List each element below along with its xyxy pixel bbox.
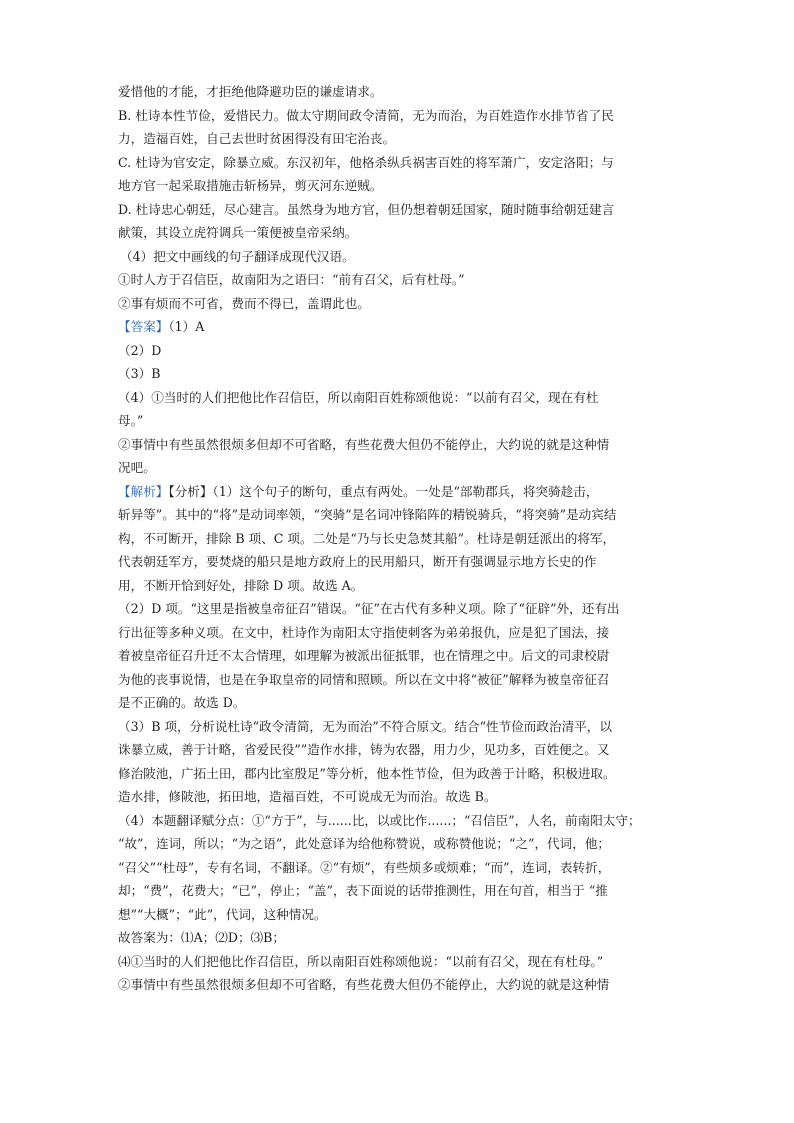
question-4-sentence-2: ②事有烦而不可省，费而不得已，盖谓此也。 — [118, 295, 370, 311]
analysis-3-line: 造水排，修陂池，拓田地，造福百姓，不可说成无为而治。故选 B。 — [118, 789, 497, 804]
analysis-4-line: “故”，连词，所以；“为之语”，此处意译为给他称赞说，或称赞他说；“之”，代词，他； — [118, 836, 611, 851]
analysis-line: 代表朝廷军方，要焚烧的船只是地方政府上的民用船只，断开有强调显示地方长史的作 — [118, 554, 597, 569]
analysis-2-line: （2）D 项。“这里是指被皇帝征召”错误。“征”在古代有多种义项。除了“征辟”外，还有出 — [118, 601, 620, 616]
answer-4-line: 况吧。 — [118, 460, 156, 475]
summary-line: ②事情中有些虽然很烦多但却不可省略，有些花费大但仍不能停止，大约说的就是这种情 — [118, 977, 610, 992]
question-4: （4）把文中画线的句子翻译成现代汉语。 — [120, 248, 355, 264]
option-d-line: 献策，其设立虎符调兵一策便被皇帝采纳。 — [118, 225, 358, 240]
answer-4-line: ②事情中有些虽然很烦多但却不可省略，有些花费大但仍不能停止，大约说的就是这种情 — [118, 436, 610, 452]
analysis-line — [118, 480, 678, 504]
analysis-4-line: 想”“大概”；“此”，代词，这种情况。 — [118, 906, 327, 922]
text-line: 爱惜他的才能，才拒绝他降避功臣的谦虚请求。 — [118, 84, 383, 99]
analysis-4-line: 却；“费”，花费大；“已”，停止；“盖”，表下面说的话带推测性，用在句首，相当于 “推 — [118, 883, 608, 898]
option-c-line: C. 杜诗为官安定，除暴立威。东汉初年，他格杀纵兵祸害百姓的将军萧广，安定洛阳；与 — [118, 154, 614, 170]
analysis-line: 用，不断开恰到好处，排除 D 项。故选 A。 — [118, 577, 364, 593]
answer-2: （2）D — [118, 342, 162, 358]
analysis-line: 构，不可断开，排除 B 项、C 项。二处是“乃与长史急焚其船”。杜诗是朝廷派出的将军， — [118, 530, 616, 546]
analysis-2-line: 行出征等多种义项。在文中，杜诗作为南阳太守指使刺客为弟弟报仇，应是犯了国法，接 — [118, 624, 610, 640]
summary-line: 故答案为：⑴A；⑵D；⑶B； — [118, 930, 285, 945]
question-4-sentence-1: ①时人方于召信臣，故南阳为之语曰：“前有召父，后有杜母。” — [118, 272, 465, 287]
answer-4-line: 母。” — [118, 413, 144, 428]
analysis-4-line: （4）本题翻译赋分点：①“方于”，与......比，以或比作......；“召信臣”，人名，前南阳太守； — [118, 812, 641, 828]
analysis-3-line: （3）B 项，分析说杜诗“政令清简，无为而治”不符合原文。结合“性节俭而政治清平，以 — [118, 718, 612, 734]
option-c-line: 地方官一起采取措施击斩杨异，剪灭河东逆贼。 — [118, 178, 383, 193]
answer-4-line: （4）①当时的人们把他比作召信臣，所以南阳百姓称颂他说：“以前有召父，现在有杜 — [118, 389, 599, 405]
analysis-label: 【解析】 — [118, 483, 169, 499]
option-b-line: 力，造福百姓，自己去世时贫困得没有田宅治丧。 — [118, 131, 396, 146]
analysis-3-line: 诛暴立威，善于计略，省爱民役””造作水排，铸为农器，用力少，见功多，百姓便之。又 — [118, 742, 610, 757]
analysis-2-line: 是不正确的。故选 D。 — [118, 695, 246, 710]
analysis-4-line: “召父”“杜母”，专有名词，不翻译。②“有烦”，有些烦多或烦难；“而”，连词，表转折， — [118, 859, 611, 875]
analysis-2-line: 为他的丧事说情，也是在争取皇帝的同情和照顾。所以在文中将“被征”解释为被皇帝征召 — [118, 671, 610, 687]
document-page — [118, 80, 678, 997]
analysis-line: 斩异等”。其中的“将”是动词率领，“突骑”是名词冲锋陷阵的精锐骑兵，“将突骑”是动宾结 — [118, 507, 617, 522]
analysis-2-line: 着被皇帝征召升迁不太合情理，如理解为被派出征抵罪，也在情理之中。后文的司隶校尉 — [118, 648, 610, 663]
answer-1: （1）A — [168, 319, 205, 334]
answer-label: 【答案】 — [118, 319, 169, 334]
analysis-3-line: 修治陂池，广拓土田，郡内比室殷足”等分析，他本性节俭，但为政善于计略，积极进取。 — [118, 765, 616, 781]
option-b-line: B. 杜诗本性节俭，爱惜民力。做太守期间政令清简，无为而治，为百姓造作水排节省了民 — [118, 107, 614, 123]
option-d-line: D. 杜诗忠心朝廷，尽心建言。虽然身为地方官，但仍想着朝廷国家，随时随事给朝廷建言 — [118, 201, 615, 217]
summary-line: ⑷①当时的人们把他比作召信臣，所以南阳百姓称颂他说：“以前有召父，现在有杜母。” — [118, 953, 604, 969]
analysis-text: 【分析】（1）这个句子的断句，重点有两处。一处是“部勒郡兵，将突骑趁击， — [168, 483, 599, 499]
answer-line — [118, 315, 678, 339]
answer-3: （3）B — [118, 366, 161, 381]
